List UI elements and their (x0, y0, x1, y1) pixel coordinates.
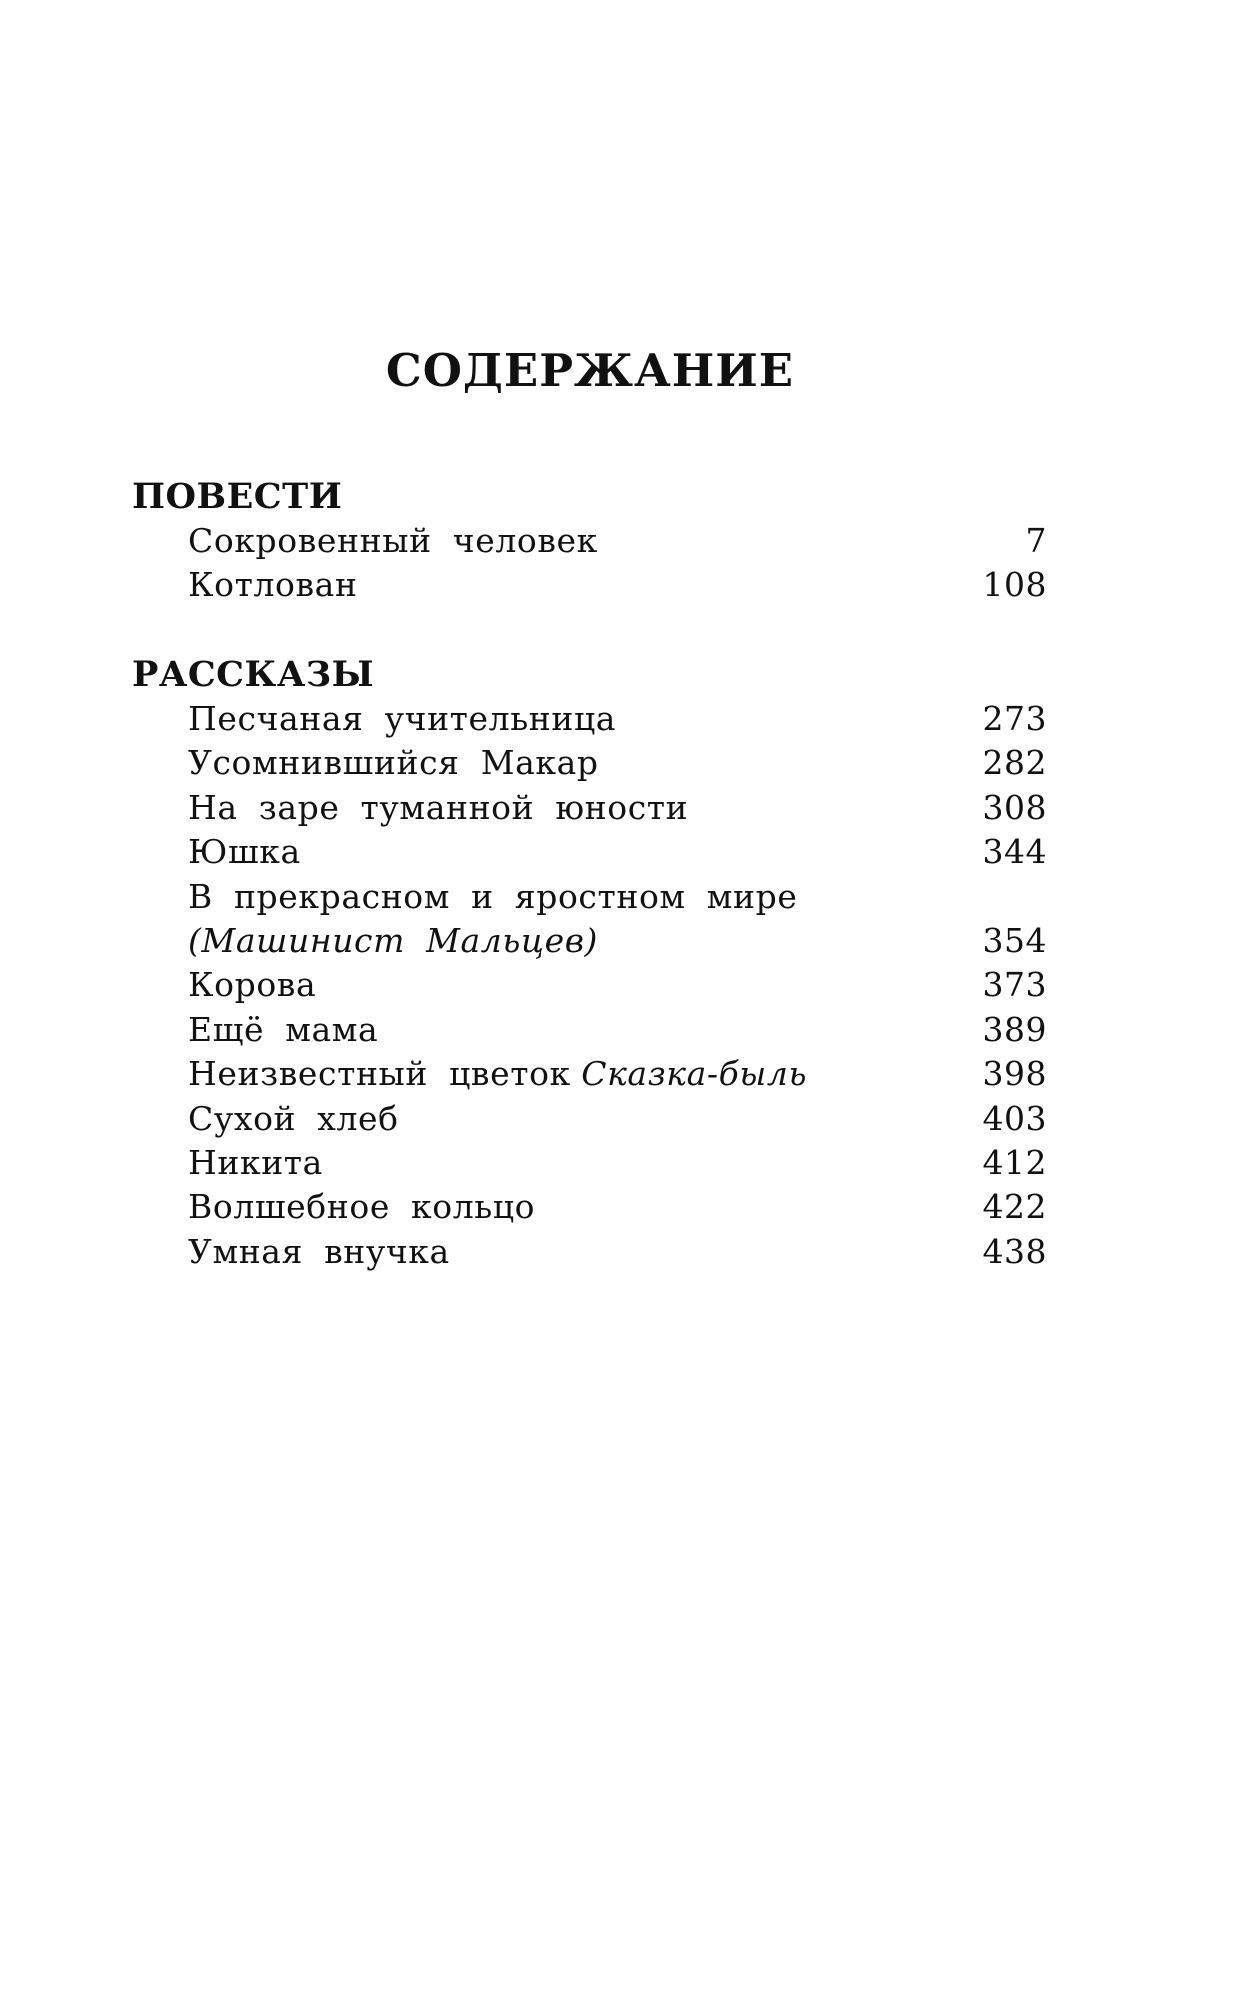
toc-entry-title: Ещё мама (188, 1009, 379, 1049)
toc-entry-page: 344 (982, 832, 1047, 872)
toc-entry-page: 422 (982, 1187, 1047, 1227)
toc-entry[interactable] (132, 1097, 1047, 1141)
toc-entry[interactable] (132, 1141, 1047, 1185)
toc-entry-page: 373 (982, 965, 1047, 1005)
section-rasskazy (132, 653, 1047, 1274)
toc-entry-title: Юшка (188, 832, 301, 872)
page-title: СОДЕРЖАНИЕ (385, 344, 795, 397)
toc-entry[interactable] (132, 1230, 1047, 1274)
toc-entry-page: 389 (982, 1009, 1047, 1049)
toc-entry-page: 273 (982, 699, 1047, 738)
toc-list (132, 697, 1047, 1274)
section-povesti (132, 475, 1047, 608)
toc-entry-title: Неизвестный цветок (188, 1054, 571, 1094)
toc-entry-title: Волшебное кольцо (188, 1187, 536, 1227)
toc-entry-subtitle: Сказка-быль (581, 1054, 808, 1094)
toc-entry-title: Никита (188, 1142, 323, 1182)
toc-entry-page: 108 (982, 565, 1047, 605)
toc-entry-page: 7 (1025, 521, 1047, 560)
toc-entry[interactable] (132, 519, 1047, 563)
toc-entry-line[interactable] (132, 875, 1047, 919)
toc-entry-title: Сокровенный человек (188, 521, 598, 560)
section-heading: ПОВЕСТИ (132, 476, 343, 517)
toc-entry[interactable] (132, 919, 1047, 963)
toc-list (132, 519, 1047, 608)
toc-entry-title: Умная внучка (188, 1231, 450, 1271)
toc-entry[interactable] (132, 563, 1047, 607)
toc-entry-page: 282 (982, 743, 1047, 783)
toc-entry[interactable] (132, 963, 1047, 1007)
toc-entry[interactable] (132, 830, 1047, 874)
toc-entry-title: Сухой хлеб (188, 1098, 399, 1138)
toc-entry-subtitle: (Машинист Мальцев) (188, 920, 598, 960)
toc-entry-page: 412 (982, 1142, 1047, 1182)
toc-entry-title: В прекрасном и яростном мире (188, 876, 798, 916)
toc-entry-title: Котлован (188, 565, 358, 605)
toc-entry[interactable] (132, 786, 1047, 830)
toc-entry-page: 308 (982, 787, 1047, 827)
toc-entry-page: 438 (982, 1231, 1047, 1271)
toc-entry-title: Усомнившийся Макар (188, 743, 599, 783)
section-heading: РАССКАЗЫ (132, 654, 375, 695)
toc-entry-page: 354 (982, 920, 1047, 960)
toc-entry-page: 403 (982, 1098, 1047, 1138)
toc-entry-page: 398 (982, 1054, 1047, 1094)
toc-entry[interactable] (132, 1008, 1047, 1052)
toc-entry[interactable] (132, 741, 1047, 785)
toc-entry[interactable] (132, 697, 1047, 741)
toc-entry[interactable] (132, 1052, 1047, 1096)
toc-entry-title: Корова (188, 965, 317, 1005)
toc-entry-title: Песчаная учительница (188, 699, 617, 738)
toc-entry[interactable] (132, 1185, 1047, 1229)
toc-entry-title: На заре туманной юности (188, 787, 689, 827)
